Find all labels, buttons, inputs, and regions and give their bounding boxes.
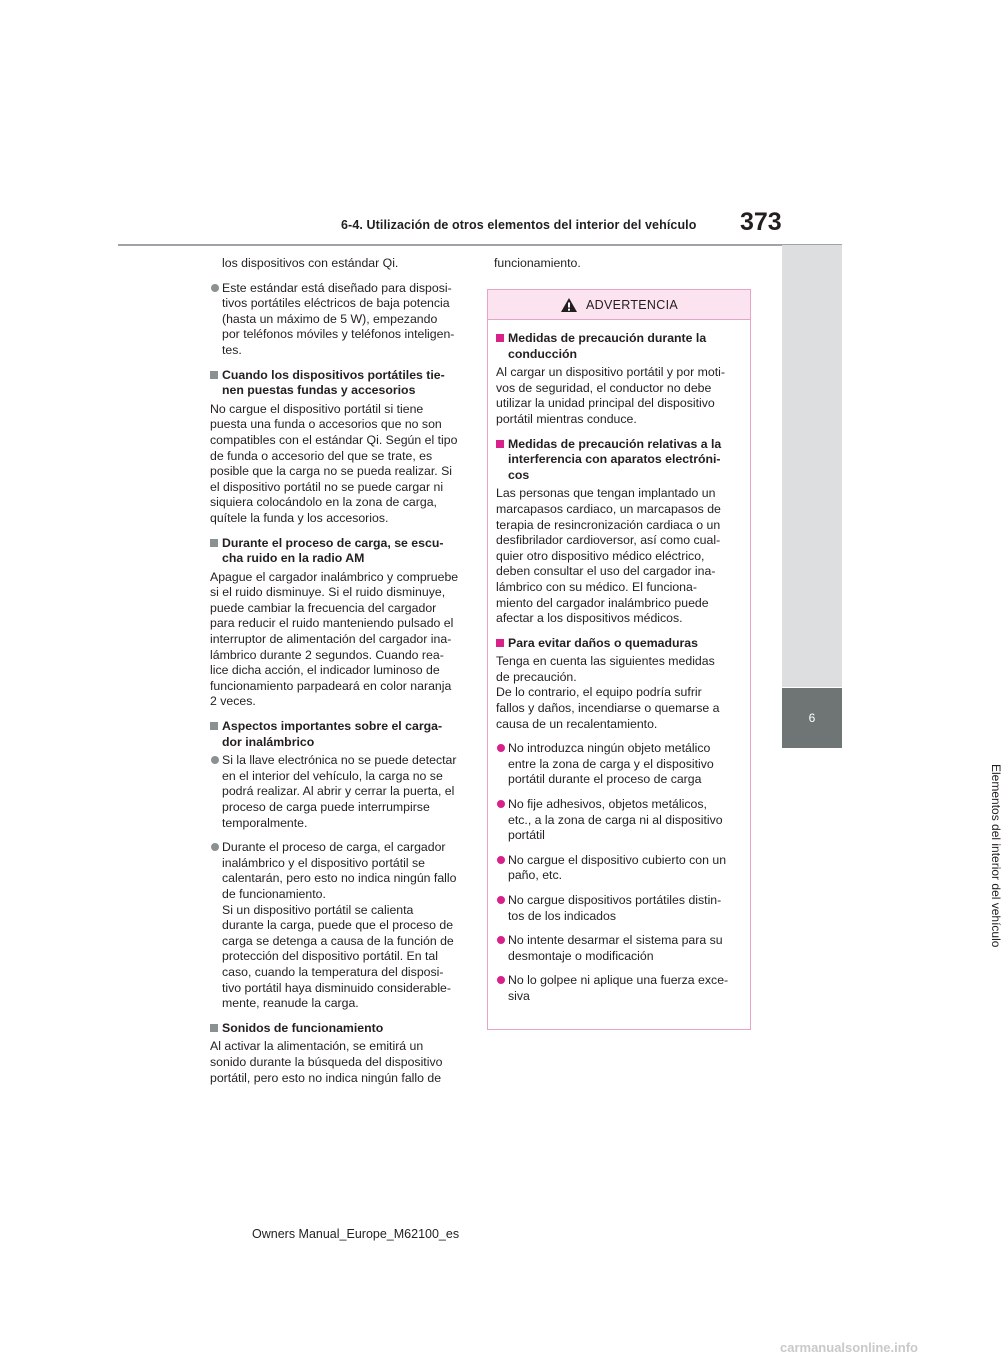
chapter-tab (782, 688, 842, 748)
subheading: Durante el proceso de carga, se escu- cha ruido en la radio AM (210, 536, 466, 567)
page-number: 373 (740, 208, 782, 236)
document-name: Owners Manual_Europe_M62100_es (252, 1227, 460, 1241)
paragraph: los dispositivos con estándar Qi. (222, 256, 399, 270)
warning-header (488, 290, 750, 320)
paragraph: Apague el cargador inalámbrico y compruebe si el ruido disminuye. Si el ruido disminuye, puede cambiar la frecuencia del cargador para reducir el ruido manteniendo pulsado el interruptor de alimentación del cargador ina- lámbrico durante 2 segundos. Cuando rea- lice dicha acción, el indicador luminoso de funcionamiento parpadeará en color naranja 2 veces. (210, 569, 459, 709)
bullet-item: No intente desarmar el sistema para su desmontaje o modificación (496, 933, 742, 964)
subheading: Sonidos de funcionamiento (210, 1021, 466, 1037)
right-column (494, 256, 752, 281)
bullet-item: Si la llave electrónica no se puede detectar en el interior del vehículo, la carga no se podrá realizar. Al abrir y cerrar la puerta, el proceso de carga puede interrumpirse temporalmente. (210, 753, 466, 831)
bullet-item: No cargue dispositivos portátiles distin- tos de los indicados (496, 893, 742, 924)
bullet-item: No fije adhesivos, objetos metálicos, etc., a la zona de carga ni al dispositivo portátil (496, 797, 742, 844)
subheading: Medidas de precaución relativas a la interferencia con aparatos electróni- cos (496, 437, 742, 484)
bullet-item: No cargue el dispositivo cubierto con un paño, etc. (496, 853, 742, 884)
bullet-item: Durante el proceso de carga, el cargador inalámbrico y el dispositivo portátil se calentarán, pero esto no indica ningún fallo de funcionamiento. Si un dispositivo portátil se calienta durante la carga, puede que el proceso de carga se detenga a causa de la función de protección del dispositivo portátil. En tal caso, cuando la temperatura del disposi- tivo portátil haya disminuido considerable- mente, reanude la carga. (210, 840, 466, 1012)
paragraph: Las personas que tengan implantado un marcapasos cardiaco, un marcapasos de terapia de resincronización cardiaca o un desfibrilador cardioversor, así como cual- quier otro dispositivo médico eléctrico, deben consultar el uso del cargador ina- lámbrico con su médico. El funciona- miento del cargador inalámbrico puede afectar a los dispositivos médicos. (496, 486, 721, 626)
watermark-text: carmanualsonline.info (780, 1340, 918, 1355)
warning-title: ADVERTENCIA (586, 297, 678, 312)
header-rule (118, 244, 842, 246)
chapter-title: Elementos del interior del vehículo (989, 764, 1003, 948)
warning-triangle-icon (560, 297, 578, 313)
bullet-item: Este estándar está diseñado para disposi- tivos portátiles eléctricos de baja potencia (hasta un máximo de 5 W), empezando por teléfonos móviles y teléfonos inteligen- tes. (210, 281, 466, 359)
left-column (210, 256, 466, 1095)
warning-body (488, 320, 750, 1005)
subheading: Medidas de precaución durante la conducción (496, 331, 742, 362)
paragraph: Tenga en cuenta las siguientes medidas de precaución. De lo contrario, el equipo podría sufrir fallos y daños, incendiarse o quemarse a causa de un recalentamiento. (496, 654, 720, 731)
paragraph: funcionamiento. (494, 256, 581, 270)
chapter-number: 6 (808, 711, 816, 725)
subheading: Cuando los dispositivos portátiles tie- nen puestas fundas y accesorios (210, 368, 466, 399)
warning-box (487, 289, 751, 1030)
section-title: 6-4. Utilización de otros elementos del interior del vehículo (341, 218, 697, 232)
bullet-item: No lo golpee ni aplique una fuerza exce- siva (496, 973, 742, 1004)
paragraph: Al activar la alimentación, se emitirá un sonido durante la búsqueda del dispositivo portátil, pero esto no indica ningún fallo de (210, 1039, 443, 1085)
subheading: Para evitar daños o quemaduras (496, 636, 742, 652)
paragraph: No cargue el dispositivo portátil si tiene puesta una funda o accesorios que no son compatibles con el estándar Qi. Según el tipo de funda o accesorio del que se trate, es posible que la carga no se pueda realizar. Si el dispositivo portátil no se puede cargar ni siquiera colocándolo en la zona de carga, quítele la funda y los accesorios. (210, 401, 458, 525)
subheading: Aspectos importantes sobre el carga- dor inalámbrico (210, 719, 466, 750)
paragraph: Al cargar un dispositivo portátil y por moti- vos de seguridad, el conductor no debe utilizar la unidad principal del dispositivo portátil mientras conduce. (496, 365, 725, 426)
bullet-item: No introduzca ningún objeto metálico entre la zona de carga y el dispositivo portátil durante el proceso de carga (496, 741, 742, 788)
chapter-side-band (782, 245, 842, 687)
